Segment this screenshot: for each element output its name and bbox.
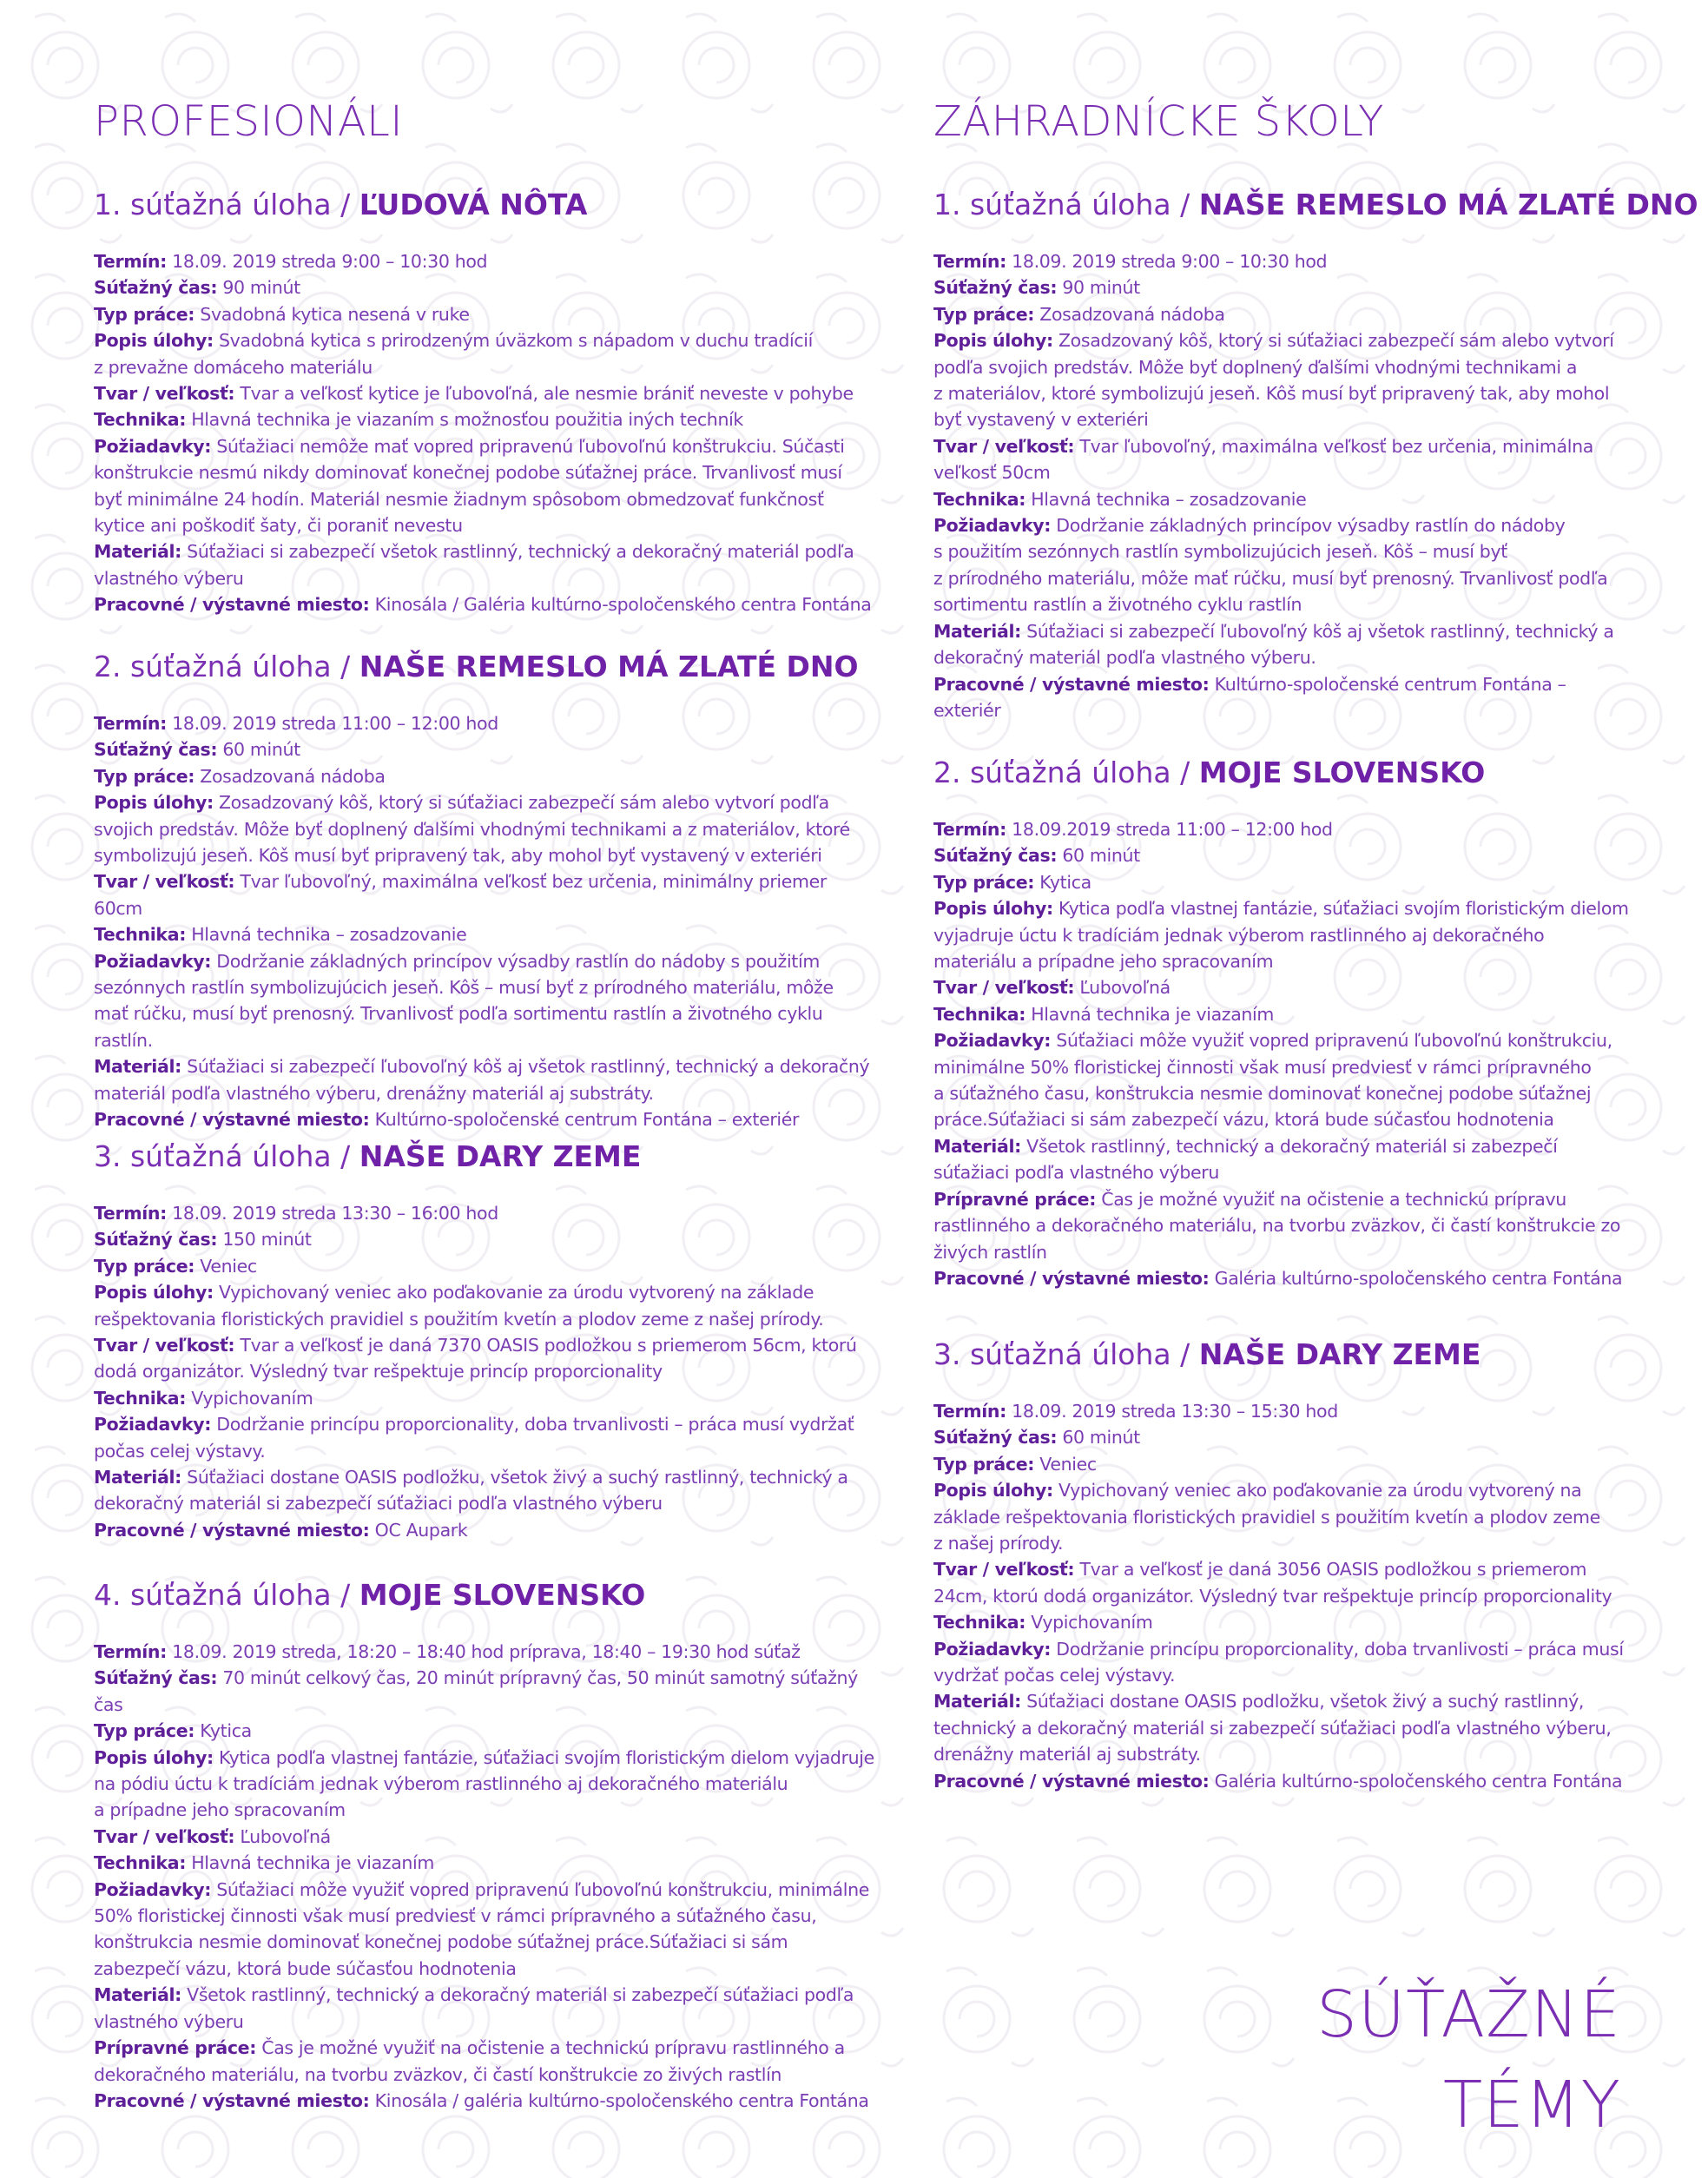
task-name: NAŠE REMESLO MÁ ZLATÉ DNO (359, 650, 859, 683)
field-description: Popis úlohy: Svadobná kytica s prirodzeným úväzkom s nápadom v duchu tradícií z prevažne domáceho materiálu (94, 330, 813, 378)
field-technique: Technika: Hlavná technika je viazaním s možnosťou použitia iných techník (94, 409, 743, 431)
field-technique: Technika: Vypichovaním (933, 1612, 1153, 1634)
task-card (94, 188, 875, 618)
field-material: Materiál: Všetok rastlinný, technický a dekoračný materiál si zabezpečí súťažiaci podľa vlastného výberu (933, 1135, 1558, 1184)
field-technique: Technika: Hlavná technika – zosadzovanie (933, 488, 1307, 510)
field-material: Materiál: Súťažiaci si zabezpečí všetok rastlinný, technický a dekoračný materiál podľa vlastného výberu (94, 541, 854, 589)
field-shape-size: Tvar / veľkosť: Tvar a veľkosť je daná 7370 OASIS podložkou s priemerom 56cm, ktorú dodá organizátor. Výsledný tvar rešpektuje princíp proporcionality (94, 1335, 857, 1383)
task-title (933, 756, 1645, 790)
field-venue: Pracovné / výstavné miesto: Kultúrno-spoločenské centrum Fontána – exteriér (94, 1109, 800, 1131)
task-card (933, 756, 1645, 1291)
field-description: Popis úlohy: Zosadzovaný kôš, ktorý si súťažiaci zabezpečí sám alebo vytvorí podľa svojich predstáv. Môže byť doplnený ďalšími vhodnými technikami a z materiálov, ktoré symbolizujú jeseň. Kôš musí byť pripravený tak, aby mohol byť vystavený v exteriéri (94, 792, 850, 867)
field-competition-time: Súťažný čas: 60 minút (933, 1427, 1140, 1449)
task-title (94, 650, 875, 684)
task-name: NAŠE REMESLO MÁ ZLATÉ DNO (1198, 188, 1698, 221)
field-competition-time: Súťažný čas: 150 minút (94, 1229, 312, 1251)
task-number: 2. súťažná úloha / (94, 650, 359, 683)
task-card (94, 1578, 875, 2114)
field-venue: Pracovné / výstavné miesto: Kinosála / galéria kultúrno-spoločenského centra Fontána (94, 2089, 869, 2111)
field-venue: Pracovné / výstavné miesto: OC Aupark (94, 1519, 468, 1541)
field-shape-size: Tvar / veľkosť: Tvar a veľkosť kytice je ľubovoľná, ale nesmie brániť neveste v pohybe (94, 383, 854, 405)
field-shape-size: Tvar / veľkosť: Tvar ľubovoľný, maximálna veľkosť bez určenia, minimálny priemer 60cm (94, 871, 827, 919)
field-work-type: Typ práce: Veniec (933, 1453, 1097, 1475)
field-technique: Technika: Vypichovaním (94, 1387, 313, 1409)
field-work-type: Typ práce: Veniec (94, 1255, 257, 1277)
field-description: Popis úlohy: Vypichovaný veniec ako poďakovanie za úrodu vytvorený na základe rešpektovania floristických pravidiel s použitím kvetín a plodov zeme z našej prírody. (933, 1480, 1600, 1554)
field-shape-size: Tvar / veľkosť: Ľubovoľná (94, 1825, 331, 1847)
field-competition-time: Súťažný čas: 60 minút (94, 739, 300, 761)
field-term: Termín: 18.09. 2019 streda 13:30 – 16:00 hod (94, 1203, 498, 1224)
field-technique: Technika: Hlavná technika je viazaním (933, 1003, 1275, 1025)
field-work-type: Typ práce: Zosadzovaná nádoba (933, 303, 1225, 325)
field-technique: Technika: Hlavná technika je viazaním (94, 1852, 435, 1874)
field-preparation: Prípravné práce: Čas je možné využiť na očistenie a technickú prípravu rastlinného a dekoračného materiálu, na tvorbu zväzkov, či častí konštrukcie zo živých rastlín (94, 2037, 845, 2085)
field-work-type: Typ práce: Kytica (933, 871, 1091, 893)
big-title-line-1: SÚŤAŽNÉ (1316, 1977, 1621, 2052)
field-term: Termín: 18.09. 2019 streda, 18:20 – 18:40 hod príprava, 18:40 – 19:30 hod súťaž (94, 1641, 801, 1662)
task-number: 1. súťažná úloha / (94, 188, 359, 221)
task-card (933, 188, 1698, 723)
task-number: 4. súťažná úloha / (94, 1578, 359, 1612)
task-card (94, 650, 875, 1133)
field-material: Materiál: Všetok rastlinný, technický a dekoračný materiál si zabezpečí súťažiaci podľa vlastného výberu (94, 1984, 854, 2032)
field-work-type: Typ práce: Kytica (94, 1720, 252, 1742)
field-competition-time: Súťažný čas: 90 minút (94, 277, 300, 299)
field-venue: Pracovné / výstavné miesto: Kinosála / Galéria kultúrno-spoločenského centra Fontána (94, 594, 872, 616)
field-description: Popis úlohy: Vypichovaný veniec ako poďakovanie za úrodu vytvorený na základe rešpektovania floristických pravidiel s použitím kvetín a plodov zeme z našej prírody. (94, 1282, 824, 1330)
task-card (933, 1337, 1645, 1794)
field-material: Materiál: Súťažiaci si zabezpečí ľubovoľný kôš aj všetok rastlinný, technický a dekoračný materiál podľa vlastného výberu, drenážny materiál aj substráty. (94, 1056, 870, 1104)
field-material: Materiál: Súťažiaci si zabezpečí ľubovoľný kôš aj všetok rastlinný, technický a dekoračný materiál podľa vlastného výberu. (933, 620, 1614, 669)
field-requirements: Požiadavky: Súťažiaci môže využiť vopred pripravenú ľubovoľnú konštrukciu, minimálne 50% floristickej činnosti však musí predviesť v rámci prípravného a súťažného času, konštrukcia nesmie dominovať konečnej podobe súťažnej práce.Súťažiaci si sám zabezpečí vázu, ktorá bude súčasťou hodnotenia (94, 1878, 870, 1979)
field-material: Materiál: Súťažiaci dostane OASIS podložku, všetok živý a suchý rastlinný, technický a dekoračný materiál si zabezpečí súťažiaci podľa vlastného výberu, drenážny materiál aj substráty. (933, 1691, 1612, 1766)
field-work-type: Typ práce: Svadobná kytica nesená v ruke (94, 303, 470, 325)
field-requirements: Požiadavky: Súťažiaci nemôže mať vopred pripravenú ľubovoľnú konštrukciu. Súčasti konštrukcie nesmú nikdy dominovať konečnej podobe súťažnej práce. Trvanlivosť musí byť minimálne 24 hodín. Materiál nesmie žiadnym spôsobom obmedzovať funkčnosť kytice ani poškodiť šaty, či poraniť nevestu (94, 435, 845, 537)
heading-professionals: PROFESIONÁLI (94, 97, 404, 146)
field-term: Termín: 18.09. 2019 streda 9:00 – 10:30 hod (94, 251, 488, 272)
field-description: Popis úlohy: Kytica podľa vlastnej fantázie, súťažiaci svojím floristickým dielom vyjadruje úctu k tradíciám jednak výberom rastlinného aj dekoračného materiálu a prípadne jeho spracovaním (933, 898, 1629, 973)
field-requirements: Požiadavky: Dodržanie základných princípov výsadby rastlín do nádoby s použitím sezónnych rastlín symbolizujúcich jeseň. Kôš – musí byť z prírodného materiálu, môže mať rúčku, musí byť prenosný. Trvanlivosť podľa sortimentu rastlín a životného cyklu rastlín. (94, 950, 834, 1051)
task-name: NAŠE DARY ZEME (359, 1139, 642, 1173)
task-name: ĽUDOVÁ NÔTA (359, 188, 588, 221)
field-technique: Technika: Hlavná technika – zosadzovanie (94, 924, 467, 946)
field-shape-size: Tvar / veľkosť: Tvar a veľkosť je daná 3056 OASIS podložkou s priemerom 24cm, ktorú dodá organizátor. Výsledný tvar rešpektuje princíp proporcionality (933, 1559, 1612, 1607)
task-name: NAŠE DARY ZEME (1198, 1337, 1481, 1371)
field-term: Termín: 18.09. 2019 streda 13:30 – 15:30 hod (933, 1401, 1338, 1422)
task-card (94, 1139, 875, 1543)
heading-garden-schools: ZÁHRADNÍCKE ŠKOLY (933, 97, 1384, 146)
field-shape-size: Tvar / veľkosť: Tvar ľubovoľný, maximálna veľkosť bez určenia, minimálna veľkosť 50cm (933, 435, 1593, 484)
task-title (94, 1578, 875, 1613)
task-number: 3. súťažná úloha / (933, 1337, 1199, 1371)
task-number: 2. súťažná úloha / (933, 756, 1199, 789)
task-number: 1. súťažná úloha / (933, 188, 1199, 221)
field-competition-time: Súťažný čas: 60 minút (933, 845, 1140, 867)
field-preparation: Prípravné práce: Čas je možné využiť na očistenie a technickú prípravu rastlinného a dekoračného materiálu, na tvorbu zväzkov, či častí konštrukcie zo živých rastlín (933, 1188, 1621, 1263)
field-requirements: Požiadavky: Súťažiaci môže využiť vopred pripravenú ľubovoľnú konštrukciu, minimálne 50% floristickej činnosti však musí predviesť v rámci prípravného a súťažného času, konštrukcia nesmie dominovať konečnej podobe súťažnej práce.Súťažiaci si sám zabezpečí vázu, ktorá bude súčasťou hodnotenia (933, 1030, 1612, 1131)
field-requirements: Požiadavky: Dodržanie princípu proporcionality, doba trvanlivosti – práca musí vydržať počas celej výstavy. (933, 1638, 1624, 1686)
field-work-type: Typ práce: Zosadzovaná nádoba (94, 765, 386, 787)
field-requirements: Požiadavky: Dodržanie základných princípov výsadby rastlín do nádoby s použitím sezónnych rastlín symbolizujúcich jeseň. Kôš – musí byť z prírodného materiálu, môže mať rúčku, musí byť prenosný. Trvanlivosť podľa sortimentu rastlín a životného cyklu rastlín (933, 515, 1608, 616)
field-material: Materiál: Súťažiaci dostane OASIS podložku, všetok živý a suchý rastlinný, technický a dekoračný materiál si zabezpečí súťažiaci podľa vlastného výberu (94, 1467, 848, 1515)
task-title (933, 188, 1698, 222)
field-shape-size: Tvar / veľkosť: Ľubovoľná (933, 977, 1171, 999)
field-description: Popis úlohy: Kytica podľa vlastnej fantázie, súťažiaci svojím floristickým dielom vyjadruje na pódiu úctu k tradíciám jednak výberom rastlinného aj dekoračného materiálu a prípadne jeho spracovaním (94, 1746, 874, 1821)
field-competition-time: Súťažný čas: 70 minút celkový čas, 20 minút prípravný čas, 50 minút samotný súťažný čas (94, 1667, 858, 1715)
task-name: MOJE SLOVENSKO (359, 1578, 646, 1612)
competition-themes-title (1316, 1970, 1621, 2150)
field-venue: Pracovné / výstavné miesto: Kultúrno-spoločenské centrum Fontána – exteriér (933, 673, 1566, 721)
field-requirements: Požiadavky: Dodržanie princípu proporcionality, doba trvanlivosti – práca musí vydržať počas celej výstavy. (94, 1414, 854, 1462)
field-competition-time: Súťažný čas: 90 minút (933, 277, 1140, 299)
task-title (94, 1139, 875, 1174)
field-term: Termín: 18.09. 2019 streda 11:00 – 12:00 hod (94, 713, 498, 734)
task-title (94, 188, 875, 222)
task-number: 3. súťažná úloha / (94, 1139, 359, 1173)
big-title-line-2: TÉMY (1442, 2068, 1621, 2142)
task-title (933, 1337, 1645, 1372)
field-venue: Pracovné / výstavné miesto: Galéria kultúrno-spoločenského centra Fontána (933, 1770, 1623, 1792)
field-description: Popis úlohy: Zosadzovaný kôš, ktorý si súťažiaci zabezpečí sám alebo vytvorí podľa svojich predstáv. Môže byť doplnený ďalšími vhodnými technikami a z materiálov, ktoré symbolizujú jeseň. Kôš musí byť pripravený tak, aby mohol byť vystavený v exteriéri (933, 330, 1614, 431)
field-term: Termín: 18.09. 2019 streda 9:00 – 10:30 hod (933, 251, 1328, 272)
field-term: Termín: 18.09.2019 streda 11:00 – 12:00 hod (933, 819, 1333, 840)
task-name: MOJE SLOVENSKO (1198, 756, 1486, 789)
field-venue: Pracovné / výstavné miesto: Galéria kultúrno-spoločenského centra Fontána (933, 1267, 1623, 1289)
